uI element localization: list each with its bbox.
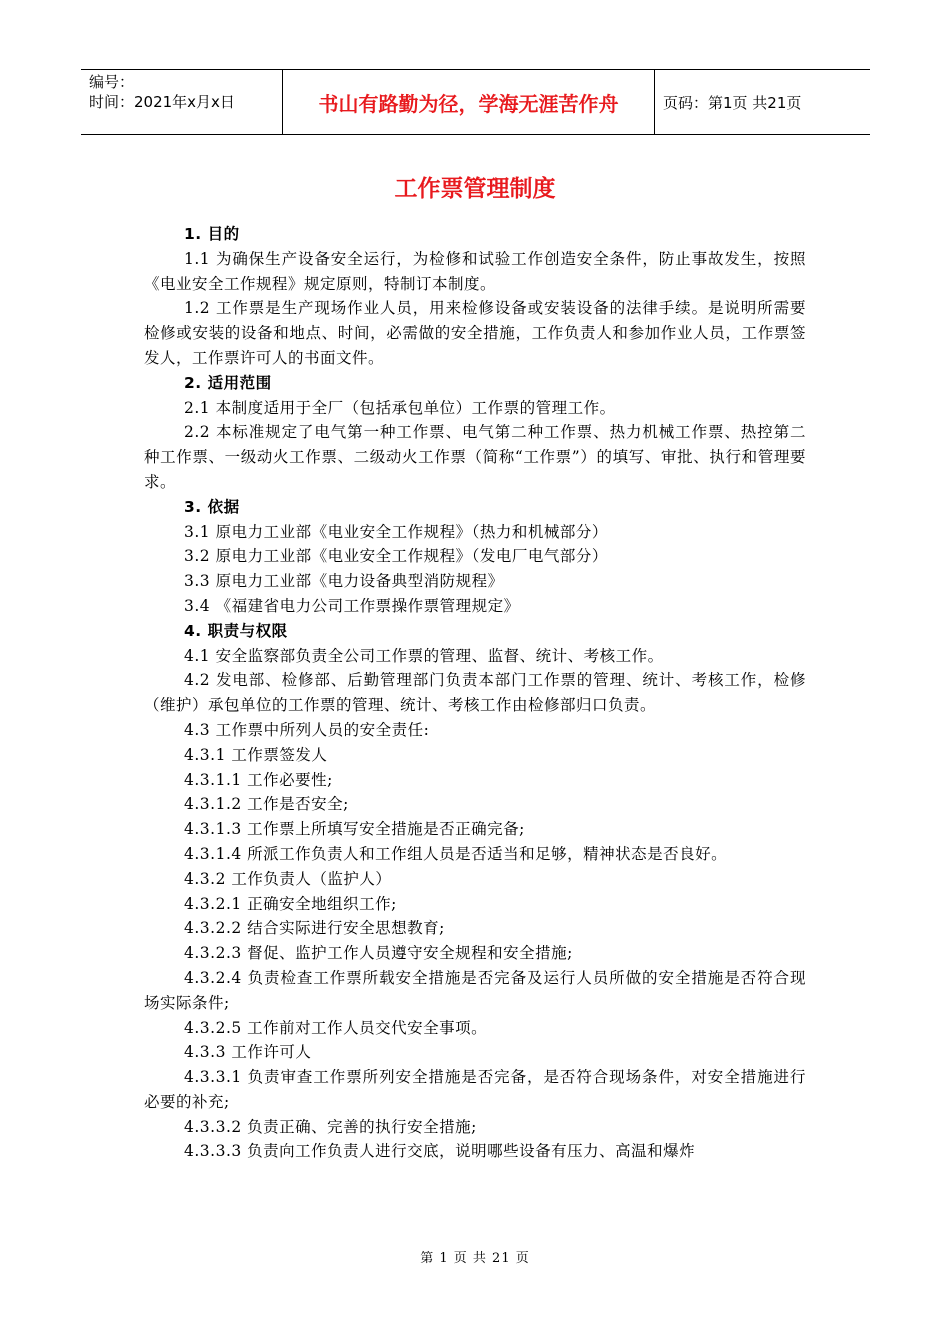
body-paragraph: 4.3.1.2 工作是否安全; bbox=[184, 795, 349, 814]
body-paragraph: 3.1 原电力工业部《电业安全工作规程》（热力和机械部分） bbox=[184, 522, 608, 541]
document-body bbox=[144, 222, 806, 1164]
body-paragraph: 4.3.2.1 正确安全地组织工作; bbox=[184, 894, 397, 913]
header-meta-cell bbox=[81, 70, 283, 134]
body-paragraph: 4.3.3.3 负责向工作负责人进行交底，说明哪些设备有压力、高温和爆炸 bbox=[184, 1142, 696, 1161]
document-date-label: 时间：2021年x月x日 bbox=[89, 93, 235, 111]
header-motto: 书山有路勤为径，学海无涯苦作舟 bbox=[318, 91, 619, 116]
body-paragraph: 2.1 本制度适用于全厂（包括承包单位）工作票的管理工作。 bbox=[184, 398, 616, 417]
body-paragraph: 4.3.1.1 工作必要性; bbox=[184, 770, 333, 789]
body-paragraph: 4.2 发电部、检修部、后勤管理部门负责本部门工作票的管理、统计、考核工作，检修（维护）承包单位的工作票的管理、统计、考核工作由检修部归口负责。 bbox=[144, 671, 806, 715]
body-paragraph: 4.3.3.2 负责正确、完善的执行安全措施; bbox=[184, 1117, 477, 1136]
header-table bbox=[81, 69, 870, 135]
document-title: 工作票管理制度 bbox=[394, 176, 556, 202]
document-number-label: 编号： bbox=[89, 73, 135, 91]
body-paragraph: 4.3.3 工作许可人 bbox=[184, 1043, 312, 1062]
body-paragraph: 4.1 安全监察部负责全公司工作票的管理、监督、统计、考核工作。 bbox=[184, 646, 664, 665]
header-page-cell bbox=[655, 70, 870, 134]
page-footer: 第 1 页 共 21 页 bbox=[420, 1251, 530, 1266]
body-paragraph: 2.2 本标准规定了电气第一种工作票、电气第二种工作票、热力机械工作票、热控第二种工作票、一级动火工作票、二级动火工作票（简称“工作票”）的填写、审批、执行和管理要求。 bbox=[144, 423, 806, 491]
header-page-info: 页码：第1页 共21页 bbox=[663, 93, 802, 112]
body-paragraph: 4.3.3.1 负责审查工作票所列安全措施是否完备，是否符合现场条件，对安全措施进行必要的补充; bbox=[144, 1068, 806, 1111]
body-paragraph: 4.3.1.4 所派工作负责人和工作组人员是否适当和足够，精神状态是否良好。 bbox=[184, 844, 728, 863]
body-paragraph: 4.3.1 工作票签发人 bbox=[184, 745, 328, 764]
section-heading: 3. 依据 bbox=[184, 497, 240, 516]
body-paragraph: 4.3.2.3 督促、监护工作人员遵守安全规程和安全措施; bbox=[184, 944, 573, 963]
header-motto-cell bbox=[283, 70, 655, 134]
body-paragraph: 4.3.1.3 工作票上所填写安全措施是否正确完备; bbox=[184, 820, 525, 839]
body-paragraph: 1.1 为确保生产设备安全运行，为检修和试验工作创造安全条件，防止事故发生，按照《电业安全工作规程》规定原则，特制订本制度。 bbox=[144, 249, 806, 293]
body-paragraph: 4.3.2.2 结合实际进行安全思想教育; bbox=[184, 919, 445, 938]
body-paragraph: 4.3 工作票中所列人员的安全责任: bbox=[184, 720, 430, 739]
section-heading: 2. 适用范围 bbox=[184, 373, 272, 392]
section-heading: 1. 目的 bbox=[184, 225, 240, 243]
body-paragraph: 1.2 工作票是生产现场作业人员，用来检修设备或安装设备的法律手续。是说明所需要检修或安装的设备和地点、时间，必需做的安全措施，工作负责人和参加作业人员，工作票签发人，工作票许可人的书面文件。 bbox=[144, 299, 806, 367]
section-heading: 4. 职责与权限 bbox=[184, 621, 288, 640]
body-paragraph: 4.3.2 工作负责人（监护人） bbox=[184, 869, 392, 888]
body-paragraph: 4.3.2.4 负责检查工作票所载安全措施是否完备及运行人员所做的安全措施是否符合现场实际条件; bbox=[144, 968, 806, 1012]
body-paragraph: 3.3 原电力工业部《电力设备典型消防规程》 bbox=[184, 572, 504, 591]
body-paragraph: 3.4 《福建省电力公司工作票操作票管理规定》 bbox=[184, 596, 520, 615]
body-paragraph: 3.2 原电力工业部《电业安全工作规程》（发电厂电气部分） bbox=[184, 547, 608, 566]
body-paragraph: 4.3.2.5 工作前对工作人员交代安全事项。 bbox=[184, 1018, 488, 1037]
